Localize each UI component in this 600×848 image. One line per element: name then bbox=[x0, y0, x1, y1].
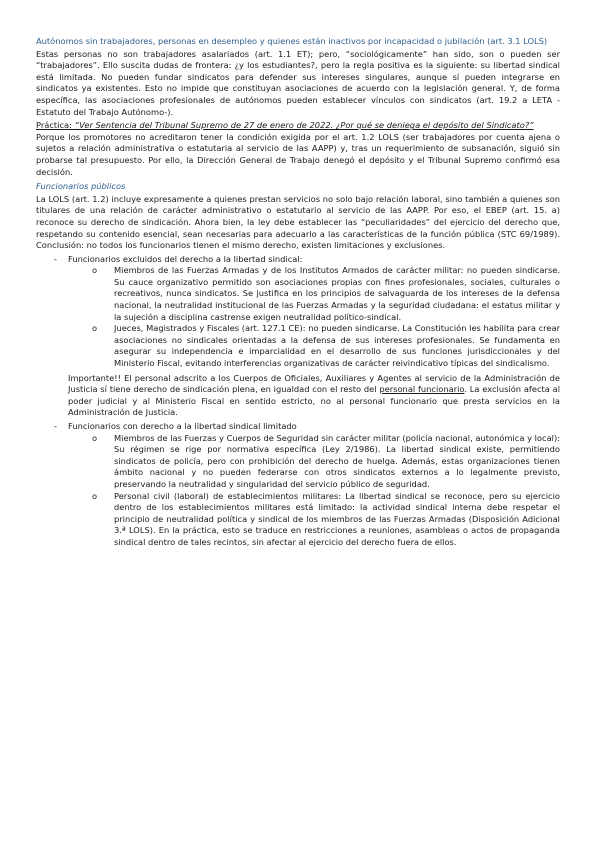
limited-item-text: Personal civil (laboral) de establecimientos militares: La libertad sindical se reconoce, pero su ejercicio dentro de los establecimientos militares está limitado: la actividad sindical interna debe respetar el principio de neutralidad política y sindical de los miembros de las Fuerzas Armadas (Disposición Adicional 3.ª LOLS). En la práctica, esto se traduce en restricciones a reuniones, asambleas o actos de propaganda sindical dentro de tales recintos, sin afectar al ejercicio del derecho fuera de ellos. bbox=[114, 490, 560, 547]
practice-question: “Ver Sentencia del Tribunal Supremo de 27 de enero de 2022. ¿Por qué se deniega el depósito del Sindicato?” bbox=[74, 120, 534, 131]
group-limited bbox=[36, 421, 560, 549]
excluded-item-text: Miembros de las Fuerzas Armadas y de los Institutos Armados de carácter militar: no pueden sindicarse. Su cauce organizativo permitido son asociaciones propias con fines profesionales, sociales, culturales o recreativos, nunca sindicatos. Se justifica en los principios de salvaguarda de los intereses de la defensa nacional, la neutralidad institucional de las Fuerzas Armadas y la seguridad ciudadana: el estatus militar y la sujeción a disciplina castrense exigen neutralidad político-sindical. bbox=[114, 265, 560, 322]
section-title-funcionarios: Funcionarios públicos bbox=[36, 181, 126, 192]
excluded-item-text: Jueces, Magistrados y Fiscales (art. 127.1 CE): no pueden sindicarse. La Constitución les habilita para crear asociaciones no sindicales orientadas a la defensa de sus intereses profesionales. Se fundamenta en asegurar su independencia e imparcialidad en el desarrollo de sus funciones jurisdiccionales y del Ministerio Fiscal, evitando interferencias organizativas de carácter reivindicativo típicas del sindicalismo. bbox=[114, 323, 560, 369]
note-underlined-text: personal funcionario bbox=[379, 384, 465, 395]
practice-label: Práctica: bbox=[36, 120, 72, 131]
group-excluded-label: Funcionarios excluidos del derecho a la libertad sindical: bbox=[68, 253, 303, 264]
limited-item-text: Miembros de las Fuerzas y Cuerpos de Seguridad sin carácter militar (policía nacional, autonómica y local): Su régimen se rige por normativa específica (Ley 2/1986). La libertad sindical existe, permitiendo sindicatos de policía, pero con prohibición del derecho de huelga. Además, estas organizaciones tienen ámbito nacional y no pueden federarse con otros sindicatos externos a lo legalmente previsto, preservando la neutralidad y singularidad del servicio público de seguridad. bbox=[114, 432, 560, 489]
list-item bbox=[92, 265, 560, 323]
limited-list bbox=[68, 433, 560, 549]
list-item bbox=[92, 433, 560, 491]
bullet-marker: o bbox=[92, 432, 98, 443]
funcionarios-groups bbox=[36, 254, 560, 370]
list-item bbox=[92, 491, 560, 549]
bullet-marker: o bbox=[92, 490, 98, 501]
group-excluded bbox=[36, 254, 560, 370]
note-text-start: Importante!! El personal adscrito a los Cuerpos de Oficiales, Auxiliares y Agentes al servicio de la Administración de Justicia sí tiene derecho de sindicación plena, en igualdad con el resto del bbox=[68, 372, 560, 395]
group-limited-label: Funcionarios con derecho a la libertad sindical limitado bbox=[68, 421, 297, 431]
section-body-autonomos: Estas personas no son trabajadores asalariados (art. 1.1 ET); pero, “sociológicamente” han sido, son o pueden ser “trabajadores”. Ello suscita dudas de frontera: ¿y los estudiantes?, pero la regla positiva es la siguiente: su libertad sindical está limitada. No pueden fundar sindicatos para defender sus intereses singulares, aunque sí pueden integrarse en sindicatos ya existentes. Esto no impide que constituyan asociaciones de acuerdo con la legislación general. Y, de forma específica, las asociaciones profesionales de autónomos pueden establecer vínculos con sindicatos (art. 19.2 a LETA -Estatuto del Trabajo Autónomo-). bbox=[36, 48, 560, 117]
section-title-autonomos: Autónomos sin trabajadores, personas en desempleo y quienes están inactivos por incapacidad o jubilación (art. 3.1 LOLS) bbox=[36, 36, 548, 46]
bullet-marker: o bbox=[92, 265, 98, 276]
list-item bbox=[92, 323, 560, 369]
dash-marker: - bbox=[54, 253, 57, 264]
note-text-end: . La exclusión afecta al poder judicial y al Ministerio Fiscal en sentido estricto, no al personal funcionario que presta servicios en la Administración de Justicia. bbox=[68, 384, 561, 418]
funcionarios-intro: La LOLS (art. 1.2) incluye expresamente a quienes prestan servicios no solo bajo relación laboral, sino también a quienes son titulares de una relación de carácter administrativo o estatutario al servicio de las AAPP. Por eso, el EBEP (art. 15. a) reconoce su derecho de sindicación. Ahora bien, la ley debe establecer las “peculiaridades” del ejercicio del derecho que, respetando su contenido esencial, sean necesarias para adecuarlo a las características de la función pública (STC 69/1989). Conclusión: no todos los funcionarios tienen el mismo derecho, existen limitaciones y exclusiones. bbox=[36, 193, 560, 251]
important-note bbox=[68, 373, 560, 419]
dash-marker: - bbox=[54, 421, 57, 431]
excluded-list bbox=[68, 265, 560, 369]
funcionarios-groups-limited bbox=[36, 421, 560, 549]
practice-answer: Porque los promotores no acreditaron tener la condición exigida por el art. 1.2 LOLS (ser trabajadores por cuenta ajena o sujetos a relación administrativa o estatutaria al servicio de las AAPP) y, tras un requerimiento de subsanación, siguió sin probarse tal presupuesto. Por ello, la Dirección General de Trabajo denegó el depósito y el Tribunal Supremo confirmó esa decisión. bbox=[36, 131, 560, 177]
practice-heading bbox=[36, 120, 560, 132]
bullet-marker: o bbox=[92, 323, 98, 334]
